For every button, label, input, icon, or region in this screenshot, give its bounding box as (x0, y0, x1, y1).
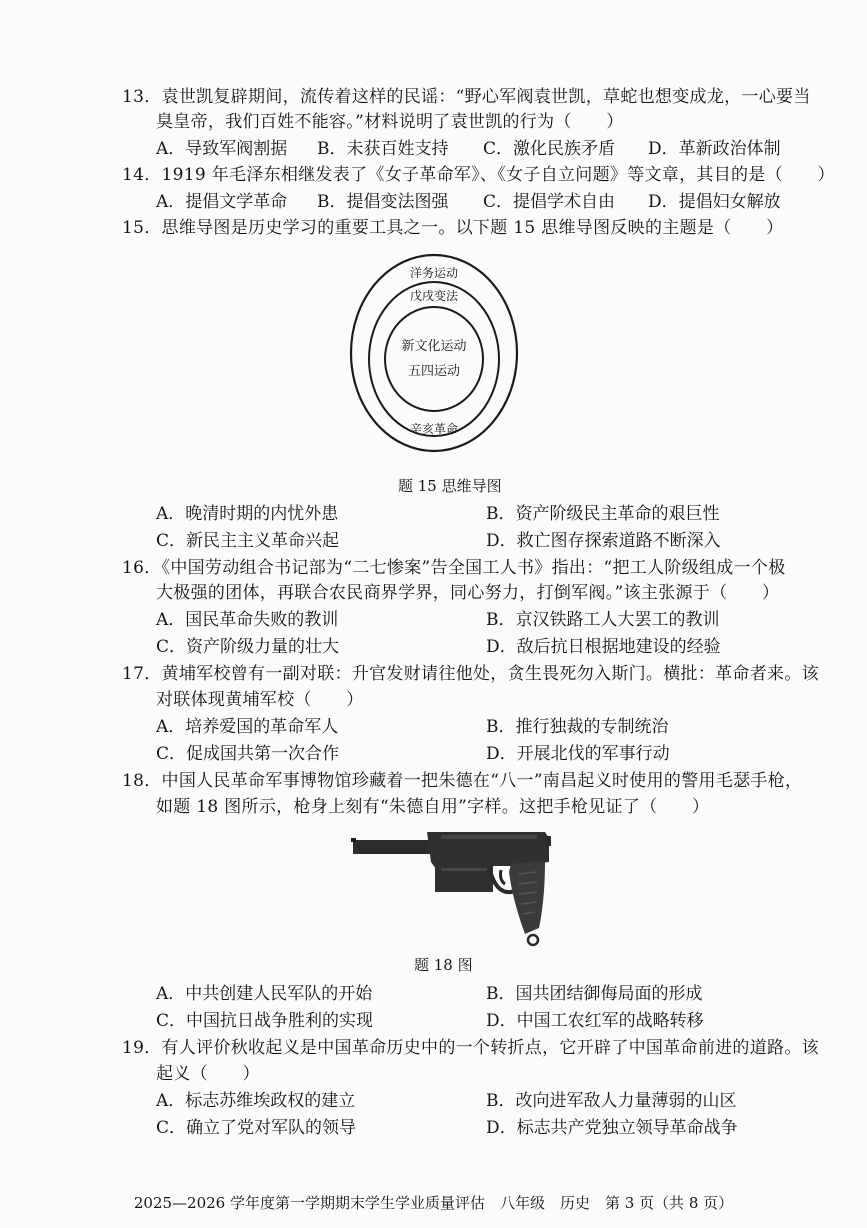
second-circle (369, 282, 499, 436)
q13-option-d: D．革新政治体制 (648, 139, 781, 159)
q18-option-d: D．中国工农红军的战略转移 (486, 1011, 704, 1031)
q17-option-b: B．推行独裁的专制统治 (486, 717, 669, 737)
q15-option-b: B．资产阶级民主革命的艰巨性 (486, 504, 720, 524)
q14-option-c: C．提倡学术自由 (483, 192, 616, 212)
diagram-label-second: 戊戌变法 (409, 289, 459, 303)
q18-option-a: A．中共创建人民军队的开始 (156, 984, 373, 1004)
q13-option-a: A．导致军阀割据 (156, 139, 288, 159)
q15-figure-caption: 题 15 思维导图 (398, 477, 502, 495)
q16-option-a: A．国民革命失败的教训 (156, 610, 339, 630)
q19-stem-line2: 起义（ ） (156, 1064, 260, 1084)
q19-option-d: D．标志共产党独立领导革命战争 (486, 1118, 738, 1138)
pistol-lanyard-ring (528, 935, 538, 945)
q14-option-b: B．提倡变法图强 (317, 192, 449, 212)
q14-stem-line1: 14．1919 年毛泽东相继发表了《女子革命军》、《女子自立问题》等文章，其目的是（ ） (122, 165, 835, 185)
q16-option-c: C．资产阶级力量的壮大 (156, 637, 340, 657)
q18-figure-caption: 题 18 图 (414, 956, 473, 974)
q13-option-b: B．未获百姓支持 (317, 139, 449, 159)
q15-option-a: A．晚清时期的内忧外患 (156, 504, 339, 524)
q17-option-a: A．培养爱国的革命军人 (156, 717, 339, 737)
q17-stem-line2: 对联体现黄埔军校（ ） (156, 690, 364, 710)
q13-stem-line1: 13．袁世凯复辟期间，流传着这样的民谣：“野心军阀袁世凯，草蛇也想变成龙，一心要当 (122, 87, 811, 107)
q16-option-b: B．京汉铁路工人大罢工的教训 (486, 610, 720, 630)
diagram-label-inner-bottom: 五四运动 (407, 364, 461, 379)
q19-stem-line1: 19．有人评价秋收起义是中国革命历史中的一个转折点，它开辟了中国革命前进的道路。该 (122, 1038, 819, 1058)
q18-stem-line1: 18．中国人民革命军事博物馆珍藏着一把朱德在“八一”南昌起义时使用的警用毛瑟手枪， (122, 771, 803, 791)
q13-option-c: C．激化民族矛盾 (483, 139, 616, 159)
page-footer: 2025—2026 学年度第一学期期末学生学业质量评估 八年级 历史 第 3 页（共 8 页） (133, 1194, 734, 1212)
q17-option-d: D．开展北伐的军事行动 (486, 744, 670, 764)
q17-stem-line1: 17．黄埔军校曾有一副对联：升官发财请往他处，贪生畏死勿入斯门。横批：革命者来。该 (122, 664, 819, 684)
q19-option-a: A．标志苏维埃政权的建立 (156, 1091, 356, 1111)
q16-stem-line2: 大极强的团体，再联合农民商界学界，同心努力，打倒军阀。”该主张源于（ ） (156, 583, 780, 603)
q15-stem-line1: 15．思维导图是历史学习的重要工具之一。以下题 15 思维导图反映的主题是（ ） (122, 218, 784, 238)
q18-stem-line2: 如题 18 图所示，枪身上刻有“朱德自用”字样。这把手枪见证了（ ） (156, 797, 710, 817)
q16-stem-line1: 16．《中国劳动组合书记部为“二七惨案”告全国工人书》指出：“把工人阶级组成一个极 (122, 558, 786, 578)
q19-option-c: C．确立了党对军队的领导 (156, 1118, 357, 1138)
q14-option-d: D．提倡妇女解放 (648, 192, 781, 212)
diagram-label-bottom: 辛亥革命 (409, 422, 459, 436)
q14-option-a: A．提倡文学革命 (156, 192, 288, 212)
inner-circle (385, 307, 483, 411)
mauser-pistol-image (349, 826, 554, 948)
q18-option-c: C．中国抗日战争胜利的实现 (156, 1011, 374, 1031)
diagram-label-outer: 洋务运动 (409, 266, 459, 280)
q15-option-c: C．新民主主义革命兴起 (156, 531, 340, 551)
q17-option-c: C．促成国共第一次合作 (156, 744, 340, 764)
pistol-barrel (353, 840, 431, 854)
q16-option-d: D．敌后抗日根据地建设的经验 (486, 637, 721, 657)
diagram-label-inner-top: 新文化运动 (401, 339, 467, 354)
q19-option-b: B．改向进军敌人力量薄弱的山区 (486, 1091, 737, 1111)
q15-option-d: D．救亡图存探索道路不断深入 (486, 531, 721, 551)
q13-stem-line2: 臭皇帝，我们百姓不能容。”材料说明了袁世凯的行为（ ） (156, 112, 624, 132)
mind-map-diagram (349, 253, 519, 453)
q18-option-b: B．国共团结御侮局面的形成 (486, 984, 703, 1004)
pistol-grip (509, 860, 545, 934)
pistol-magazine (435, 862, 493, 892)
